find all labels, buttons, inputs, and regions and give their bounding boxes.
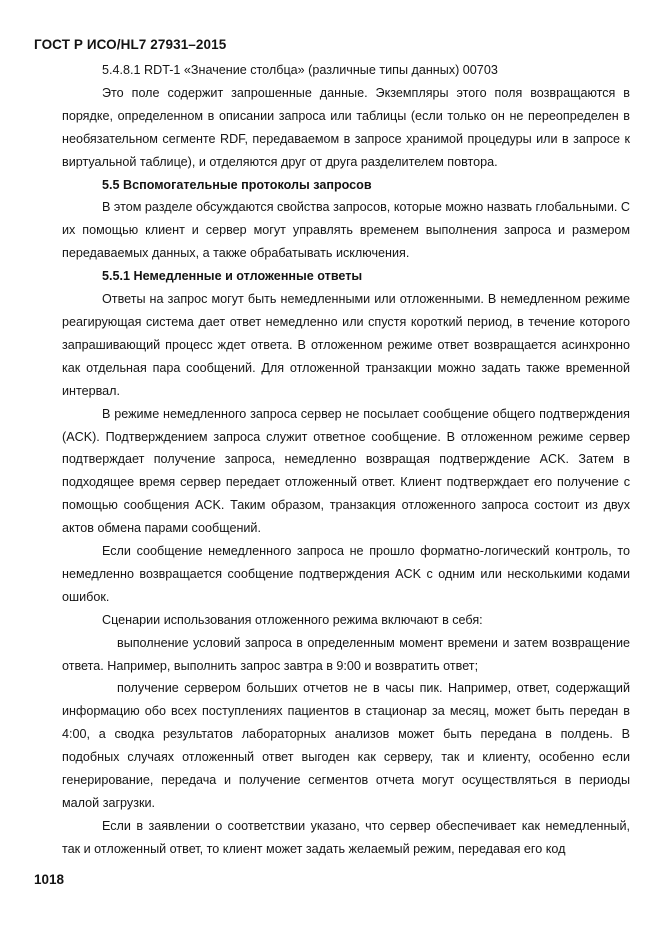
section-heading-5-5: 5.5 Вспомогательные протоколы запросов	[102, 177, 372, 192]
bullet-item-scheduled-query: выполнение условий запроса в определенным момент времени и затем возвращение ответа. Например, выполнить запрос завтра в 9:00 и возвратить ответ;	[62, 635, 630, 673]
paragraph-ack-mode: В режиме немедленного запроса сервер не посылает сообщение общего подтверждения (ACK). Подтверждением запроса служит ответное сообщение. В отложенном режиме сервер подтверждает получение запроса, немедленно возвращая подтверждение ACK. Затем в подходящее время сервер передает отложенный ответ. Клиент подтверждает его получение с помощью сообщения ACK. Таким образом, транзакция отложенного запроса состоит из двух актов обмена парами сообщений.	[62, 406, 630, 536]
paragraph-error-codes: Если сообщение немедленного запроса не прошло форматно-логический контроль, то немедленно возвращается сообщение подтверждения ACK с одним или несколькими кодами ошибок.	[62, 544, 630, 604]
page-number: 1018	[34, 872, 65, 887]
section-title-rdt-1: 5.4.8.1 RDT-1 «Значение столбца» (различные типы данных) 00703	[102, 63, 498, 77]
paragraph-scenarios-intro: Сценарии использования отложенного режима включают в себя:	[102, 612, 483, 627]
document-body	[62, 59, 630, 861]
bullet-item-off-peak-reports: получение сервером больших отчетов не в часы пик. Например, ответ, содержащий информацию обо всех поступлениях пациентов в стационар за месяц, может быть передан в 4:00, а сводка результатов лабораторных анализов может быть передана в полдень. В подобных случаях отложенный ответ выгоден как серверу, так и клиенту, особенно если генерирование, передача и получение сегментов отчета могут осуществляться в периоды малой загрузки.	[62, 681, 630, 810]
paragraph-global-properties: В этом разделе обсуждаются свойства запросов, которые можно назвать глобальными. С их помощью клиент и сервер могут управлять временем выполнения запроса и размером передаваемых данных, а также обрабатывать исключения.	[62, 200, 630, 261]
paragraph-conformance-statement: Если в заявлении о соответствии указано, что сервер обеспечивает как немедленный, так и отложенный ответ, то клиент может задать желаемый режим, передавая его код	[62, 818, 630, 856]
paragraph-rdt-description: Это поле содержит запрошенные данные. Экземпляры этого поля возвращаются в порядке, определенном в описании запроса или таблицы (если только он не переопределен в необязательном сегменте RDF, передаваемом в запросе хранимой процедуры или в запросе к виртуальной таблице), и отделяются друг от друга разделителем повтора.	[62, 85, 630, 169]
paragraph-immediate-deferred: Ответы на запрос могут быть немедленными или отложенными. В немедленном режиме реагирующая система дает ответ немедленно или спустя короткий период, в течение которого запрашивающий процесс ждет ответа. В отложенном режиме ответ возвращается асинхронно как отдельная пара сообщений. Для отложенной транзакции можно задать также временной интервал.	[62, 292, 630, 398]
document-code-header: ГОСТ Р ИСО/HL7 27931–2015	[34, 37, 227, 52]
section-heading-5-5-1: 5.5.1 Немедленные и отложенные ответы	[102, 269, 363, 284]
